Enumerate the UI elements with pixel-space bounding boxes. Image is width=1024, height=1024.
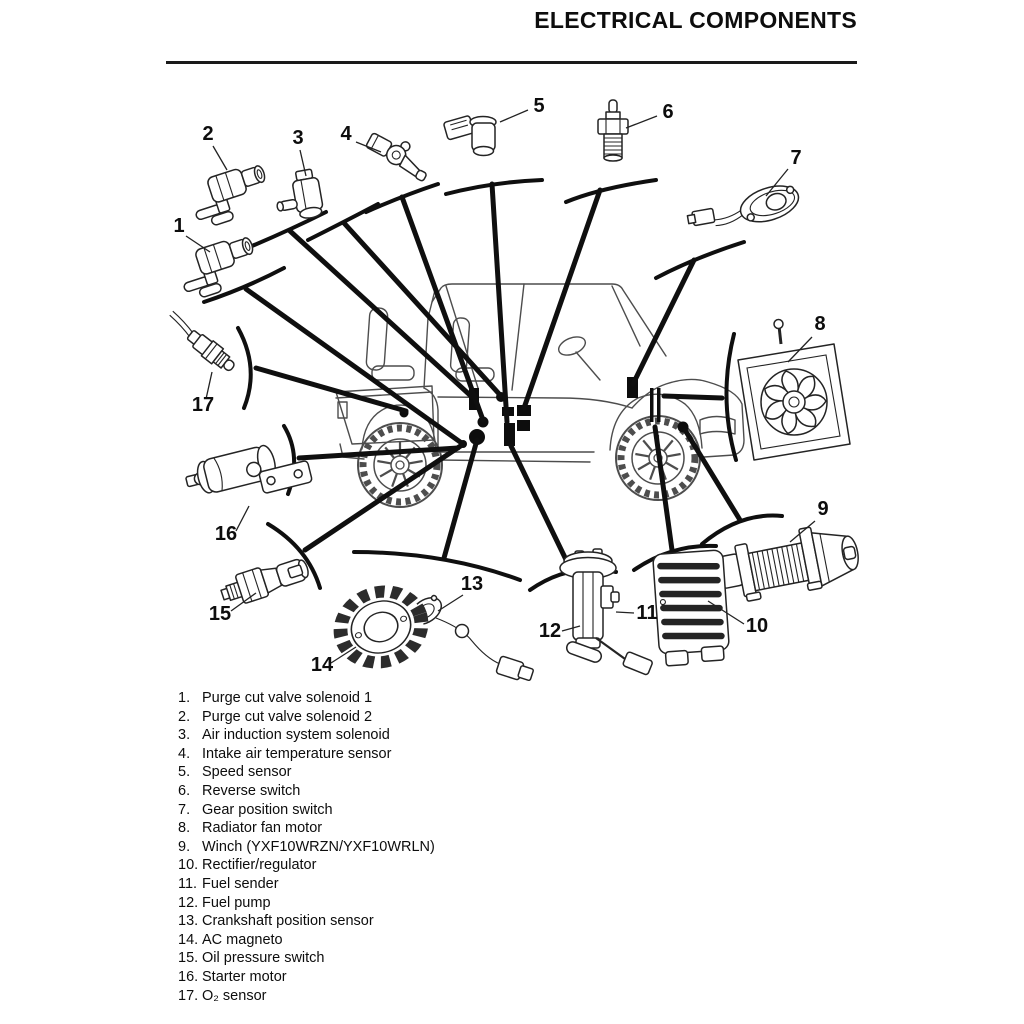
callout-15: 15 bbox=[208, 603, 232, 625]
legend-label: AC magneto bbox=[202, 931, 283, 948]
legend-number: 12. bbox=[178, 894, 199, 911]
radiator-fan-motor-icon bbox=[738, 320, 850, 461]
legend-item bbox=[178, 894, 435, 913]
legend-number: 1. bbox=[178, 690, 191, 706]
callout-11: 11 bbox=[636, 602, 658, 624]
speed-sensor-icon bbox=[443, 115, 496, 155]
legend-item bbox=[178, 912, 435, 931]
legend-label: Crankshaft position sensor bbox=[202, 913, 374, 930]
legend-number: 13. bbox=[178, 913, 199, 930]
legend-item bbox=[178, 689, 435, 708]
oil-pressure-switch-icon bbox=[218, 553, 312, 609]
legend-number: 2. bbox=[178, 708, 191, 725]
legend-number: 14. bbox=[178, 931, 199, 948]
legend-item bbox=[178, 838, 435, 857]
legend-item bbox=[178, 819, 435, 838]
callout-13: 13 bbox=[460, 573, 484, 595]
callout-8: 8 bbox=[814, 313, 826, 335]
legend-number: 9. bbox=[178, 838, 191, 855]
callout-12: 12 bbox=[538, 620, 562, 642]
legend-number: 11. bbox=[178, 875, 198, 892]
callout-1: 1 bbox=[173, 215, 185, 237]
legend-number: 10. bbox=[178, 857, 199, 874]
legend-item bbox=[178, 708, 435, 727]
legend-item bbox=[178, 987, 435, 1006]
legend-label: Purge cut valve solenoid 2 bbox=[202, 708, 373, 725]
legend-number: 15. bbox=[178, 950, 199, 967]
legend-item bbox=[178, 968, 435, 987]
legend-label: Rectifier/regulator bbox=[202, 857, 317, 874]
legend-item bbox=[178, 875, 435, 894]
gear-position-switch-icon bbox=[685, 178, 803, 244]
legend-number: 5. bbox=[178, 764, 191, 781]
legend-number: 7. bbox=[178, 801, 191, 818]
component-legend bbox=[178, 689, 435, 1005]
legend-item bbox=[178, 763, 435, 782]
callout-5: 5 bbox=[533, 95, 545, 117]
legend-label: Fuel sender bbox=[202, 875, 279, 892]
callout-6: 6 bbox=[662, 101, 674, 123]
callout-4: 4 bbox=[340, 123, 352, 145]
legend-number: 16. bbox=[178, 968, 199, 985]
ac-magneto-icon bbox=[329, 579, 433, 675]
legend-label: Reverse switch bbox=[202, 782, 301, 799]
callout-17: 17 bbox=[191, 394, 215, 416]
legend-number: 6. bbox=[178, 782, 191, 799]
legend-label: O₂ sensor bbox=[202, 987, 267, 1004]
legend-label: Intake air temperature sensor bbox=[202, 745, 392, 762]
legend-label: Starter motor bbox=[202, 968, 287, 985]
callout-9: 9 bbox=[817, 498, 829, 520]
legend-item bbox=[178, 931, 435, 950]
legend-number: 3. bbox=[178, 727, 191, 744]
callout-7: 7 bbox=[790, 147, 802, 169]
callout-2: 2 bbox=[202, 123, 214, 145]
o2-sensor-icon bbox=[162, 310, 238, 375]
page-title: ELECTRICAL COMPONENTS bbox=[534, 7, 857, 33]
winch-icon bbox=[707, 519, 863, 608]
legend-item bbox=[178, 949, 435, 968]
callout-10: 10 bbox=[745, 615, 769, 637]
legend-item bbox=[178, 726, 435, 745]
legend-label: Fuel pump bbox=[202, 894, 271, 911]
legend-item bbox=[178, 801, 435, 820]
legend-item bbox=[178, 856, 435, 875]
legend-item bbox=[178, 782, 435, 801]
legend-label: Air induction system solenoid bbox=[202, 727, 390, 744]
callout-16: 16 bbox=[214, 523, 238, 545]
legend-number: 4. bbox=[178, 745, 191, 762]
callout-14: 14 bbox=[310, 654, 334, 676]
legend-item bbox=[178, 745, 435, 764]
leader-lines bbox=[204, 180, 782, 590]
reverse-switch-icon bbox=[598, 100, 628, 161]
legend-number: 17. bbox=[178, 987, 199, 1004]
component-icons bbox=[162, 100, 863, 684]
legend-label: Oil pressure switch bbox=[202, 950, 325, 967]
legend-label: Gear position switch bbox=[202, 801, 333, 818]
legend-label: Speed sensor bbox=[202, 764, 292, 781]
legend-label: Radiator fan motor bbox=[202, 820, 323, 837]
legend-number: 8. bbox=[178, 820, 191, 837]
air-induction-solenoid-icon bbox=[272, 168, 325, 223]
legend-label: Winch (YXF10WRZN/YXF10WRLN) bbox=[202, 838, 435, 855]
intake-air-temp-sensor-icon bbox=[364, 126, 436, 182]
legend-label: Purge cut valve solenoid 1 bbox=[202, 690, 373, 706]
callout-3: 3 bbox=[292, 127, 304, 149]
purge-cut-valve-solenoid-2-icon bbox=[186, 161, 274, 230]
